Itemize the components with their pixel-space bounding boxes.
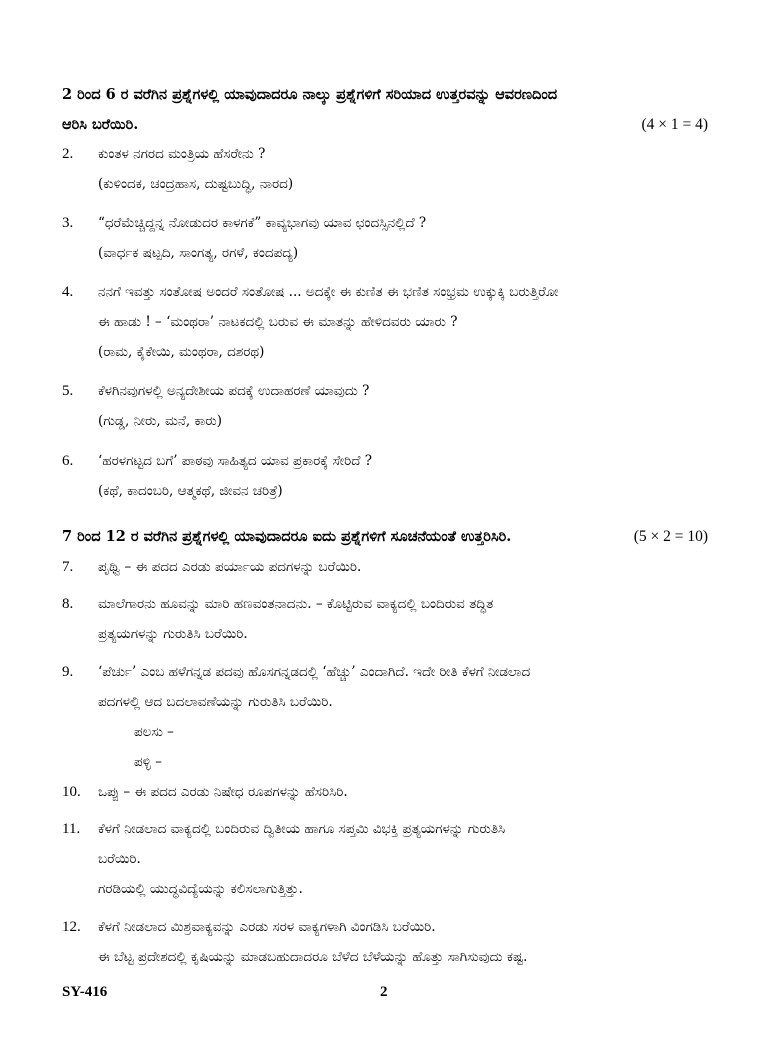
- question-8: [62, 589, 708, 649]
- section1-heading: [62, 80, 708, 140]
- question-number: 6.: [62, 453, 74, 469]
- question-12: [62, 912, 708, 972]
- section1-heading-line2: ಆರಿಸಿ ಬರೆಯಿರಿ.: [62, 116, 139, 133]
- question-2: [62, 139, 708, 199]
- question-11: [62, 814, 708, 904]
- question-text: ಒಪ್ಪು – ಈ ಪದದ ಎರಡು ನಿಷೇಧ ರೂಪಗಳನ್ನು ಹೆಸರಿಸಿರಿ.: [98, 784, 348, 800]
- question-text-cont: ಈ ಹಾಡು ! – ‘ಮಂಥರಾ’ ನಾಟಕದಲ್ಲಿ ಬರುವ ಈ ಮಾತನ್ನು ಹೇಳಿದವರು ಯಾರು ?: [98, 314, 458, 330]
- question-text: ಪೃಥ್ವಿ – ಈ ಪದದ ಎರಡು ಪರ್ಯಾಯ ಪದಗಳನ್ನು ಬರೆಯಿರಿ.: [98, 559, 362, 575]
- question-sentence: ಗರಡಿಯಲ್ಲಿ ಯುದ್ಧವಿದ್ಯೆಯನ್ನು ಕಲಿಸಲಾಗುತ್ತಿತ್ತು.: [98, 881, 303, 897]
- question-text-cont: ಬರೆಯಿರಿ.: [98, 851, 141, 867]
- question-text: ‘ಹರಳಗಟ್ಟದ ಬಗೆ’ ಪಾಠವು ಸಾಹಿತ್ಯದ ಯಾವ ಪ್ರಕಾರಕ್ಕೆ ಸೇರಿದೆ ?: [98, 453, 372, 469]
- question-5: [62, 376, 708, 436]
- question-number: 9.: [62, 664, 74, 680]
- question-text-cont: ಪ್ರತ್ಯಯಗಳನ್ನು ಗುರುತಿಸಿ ಬರೆಯಿರಿ.: [98, 626, 248, 642]
- question-sentence: ಈ ಬೆಟ್ಟ ಪ್ರದೇಶದಲ್ಲಿ ಕೃಷಿಯನ್ನು ಮಾಡಬಹುದಾದರೂ ಬೆಳೆದ ಬೆಳೆಯನ್ನು ಹೊತ್ತು ಸಾಗಿಸುವುದು ಕಷ್ಟ.: [98, 949, 528, 965]
- question-4: [62, 277, 708, 367]
- question-number: 4.: [62, 284, 74, 300]
- question-number: 5.: [62, 383, 74, 399]
- question-text: ಕೆಳಗೆ ನೀಡಲಾದ ವಾಕ್ಯದಲ್ಲಿ ಬಂದಿರುವ ದ್ವಿತೀಯ ಹಾಗೂ ಸಪ್ತಮಿ ವಿಭಕ್ತಿ ಪ್ರತ್ಯಯಗಳನ್ನು ಗುರುತಿಸಿ: [98, 821, 506, 837]
- question-number: 3.: [62, 215, 74, 231]
- question-text-cont: ಪದಗಳಲ್ಲಿ ಆದ ಬದಲಾವಣೆಯನ್ನು ಗುರುತಿಸಿ ಬರೆಯಿರಿ.: [98, 694, 333, 710]
- question-text: “ಧರೆಮೆಚ್ಚಿದ್ದನ್ನ ನೋಡುದರ ಕಾಳಗಕೆ” ಕಾವ್ಯಭಾಗವು ಯಾವ ಛಂದಸ್ಸಿನಲ್ಲಿದೆ ?: [98, 215, 427, 231]
- section2-heading-text: 7 ರಿಂದ 12 ರ ವರೆಗಿನ ಪ್ರಶ್ನೆಗಳಲ್ಲಿ ಯಾವುದಾದರೂ ಐದು ಪ್ರಶ್ನೆಗಳಿಗೆ ಸೂಚನೆಯಂತೆ ಉತ್ತರಿಸಿರಿ.: [62, 528, 512, 545]
- question-text: ಕೆಳಗೆ ನೀಡಲಾದ ಮಿಶ್ರವಾಕ್ಯವನ್ನು ಎರಡು ಸರಳ ವಾಕ್ಯಗಳಾಗಿ ವಿಂಗಡಿಸಿ ಬರೆಯಿರಿ.: [98, 919, 436, 935]
- question-number: 10.: [62, 784, 81, 800]
- question-options: (ಕಥೆ, ಕಾದಂಬರಿ, ಆತ್ಮಕಥೆ, ಜೀವನ ಚರಿತ್ರೆ): [98, 483, 283, 499]
- sub-item-palli: ಪಳ್ಳಿ –: [134, 754, 162, 770]
- question-9: [62, 657, 708, 777]
- question-text: ಕುಂತಳ ನಗರದ ಮಂತ್ರಿಯ ಹೆಸರೇನು ?: [98, 146, 266, 162]
- question-10: [62, 777, 708, 807]
- section1-marks: (4 × 1 = 4): [641, 116, 708, 133]
- question-number: 2.: [62, 146, 74, 162]
- section2-heading: [62, 522, 708, 552]
- sub-item-palasu: ಪಲಸು –: [134, 724, 174, 740]
- question-number: 8.: [62, 596, 74, 612]
- question-text: ಕೆಳಗಿನವುಗಳಲ್ಲಿ ಅನ್ಯದೇಶೀಯ ಪದಕ್ಕೆ ಉದಾಹರಣೆ ಯಾವುದು ?: [98, 383, 370, 399]
- question-7: [62, 552, 708, 582]
- question-options: (ಗುಡ್ಡ, ನೀರು, ಮನೆ, ಕಾರು): [98, 413, 222, 429]
- section2-marks: (5 × 2 = 10): [633, 528, 708, 545]
- question-number: 12.: [62, 919, 81, 935]
- question-options: (ರಾಮ, ಕೈಕೇಯಿ, ಮಂಥರಾ, ದಶರಥ): [98, 344, 265, 360]
- question-options: (ವಾರ್ಧಕ ಷಟ್ಪದಿ, ಸಾಂಗತ್ಯ, ರಗಳೆ, ಕಂದಪದ್ಯ): [98, 245, 299, 261]
- question-text: ಮಾಲೆಗಾರನು ಹೂವನ್ನು ಮಾರಿ ಹಣವಂತನಾದನು. – ಕೊಟ್ಟಿರುವ ವಾಕ್ಯದಲ್ಲಿ ಬಂದಿರುವ ತದ್ಧಿತ: [98, 596, 494, 612]
- question-number: 7.: [62, 559, 74, 575]
- section1-heading-line1: 2 ರಿಂದ 6 ರ ವರೆಗಿನ ಪ್ರಶ್ನೆಗಳಲ್ಲಿ ಯಾವುದಾದರೂ ನಾಲ್ಕು ಪ್ರಶ್ನೆಗಳಿಗೆ ಸರಿಯಾದ ಉತ್ತರವನ್ನು ಆವರಣದಿಂದ: [62, 86, 558, 103]
- question-options: (ಕುಳಿಂದಕ, ಚಂದ್ರಹಾಸ, ದುಷ್ಟಬುದ್ಧಿ, ನಾರದ): [98, 176, 294, 192]
- question-number: 11.: [62, 821, 81, 837]
- question-text: ‘ಪೆರ್ಚು’ ಎಂಬ ಹಳೆಗನ್ನಡ ಪದವು ಹೊಸಗನ್ನಡದಲ್ಲಿ ‘ಹೆಚ್ಚು’ ಎಂದಾಗಿದೆ. ಇದೇ ರೀತಿ ಕೆಳಗೆ ನೀಡಲಾದ: [98, 664, 531, 680]
- question-3: [62, 208, 708, 268]
- page-number: 2: [380, 984, 388, 1000]
- paper-code: SY-416: [62, 984, 108, 1000]
- question-6: [62, 446, 708, 506]
- question-text: ನನಗೆ ಇವತ್ತು ಸಂತೋಷ ಅಂದರೆ ಸಂತೋಷ ... ಅದಕ್ಕೇ ಈ ಕುಣಿತ ಈ ಭಣಿತ ಸಂಭ್ರಮ ಉಕ್ಕುಕ್ಕಿ ಬರುತ್ತಿರೋ: [98, 284, 559, 300]
